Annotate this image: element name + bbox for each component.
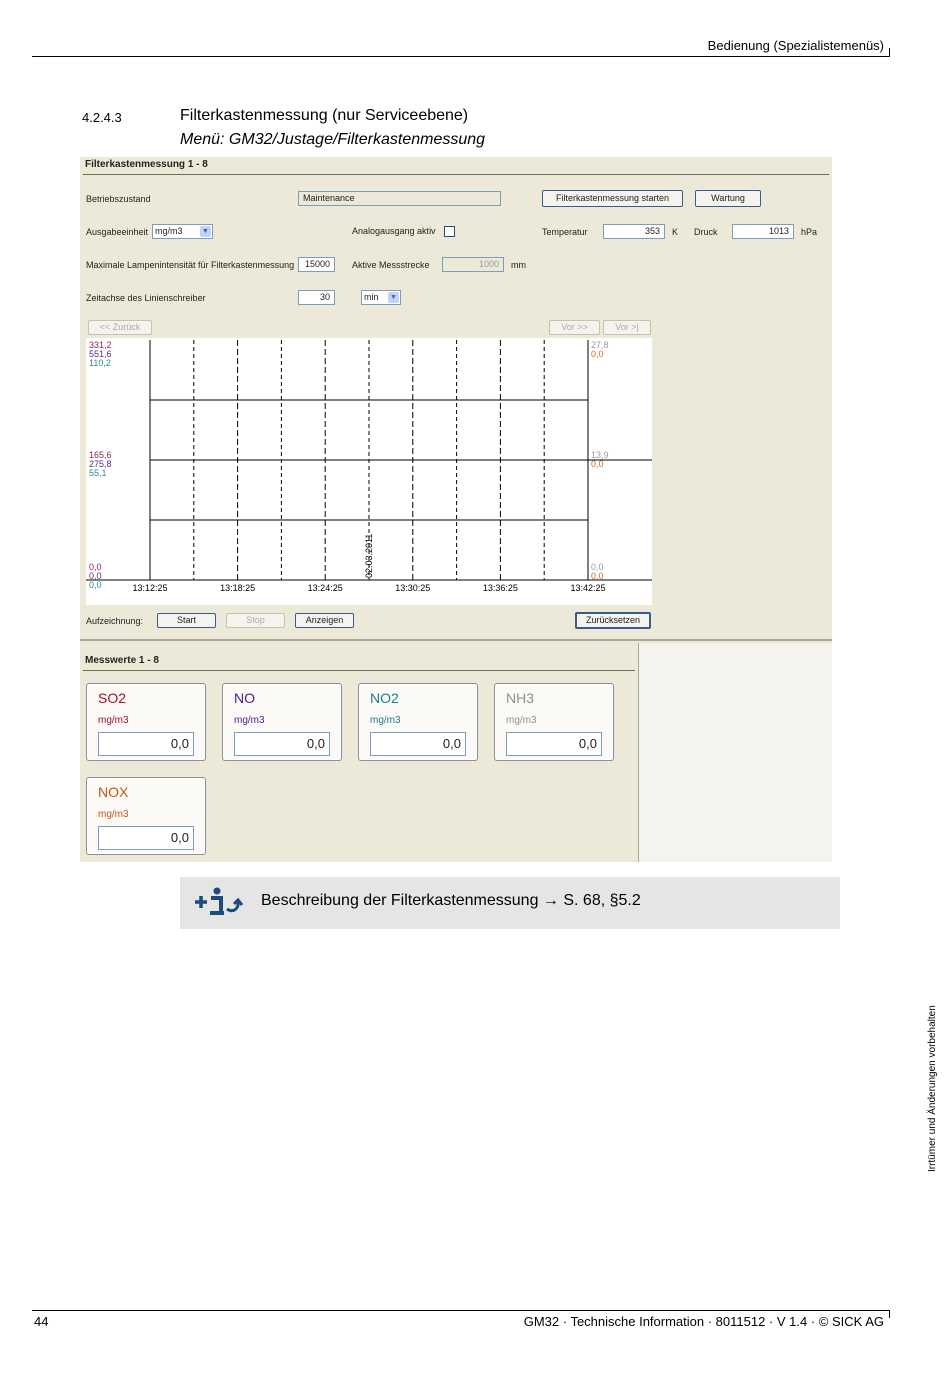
group-rule: [83, 174, 829, 175]
side-note: Irrtümer und Änderungen vorbehalten: [927, 1005, 938, 1172]
date-marker: 02.03.2011: [364, 533, 374, 578]
left-tick-label: 0,0: [89, 562, 102, 572]
zeitachse-unit-value: min: [364, 292, 379, 302]
betriebszustand-label: Betriebszustand: [86, 194, 151, 204]
tile-gas: NO2: [370, 690, 399, 706]
info-icon: [193, 885, 245, 919]
messwerte-rule: [83, 670, 635, 671]
menu-path: Menü: GM32/Justage/Filterkastenmessung: [180, 131, 486, 148]
footer-info: GM32 · Technische Information · 8011512 · V 1.4 · © SICK AG: [523, 1314, 884, 1329]
druck-field[interactable]: 1013: [732, 224, 794, 239]
messstrecke-label: Aktive Messstrecke: [352, 260, 430, 270]
record-stop-button[interactable]: Stop: [226, 613, 285, 628]
footer-rule: [32, 1310, 890, 1311]
tile-gas: SO2: [98, 690, 127, 706]
tile-so2: [86, 683, 206, 761]
chevron-down-icon: ▼: [200, 226, 211, 237]
tile-nh3: [494, 683, 614, 761]
vor-button[interactable]: Vor >>: [549, 320, 600, 335]
tile-gas: NOX: [98, 784, 129, 800]
left-tick-label: 0,0: [89, 580, 102, 590]
left-tick-label: 55,1: [89, 468, 107, 478]
header-rule: [32, 56, 890, 57]
x-tick-label: 13:30:25: [395, 583, 431, 593]
messwerte-title: Messwerte 1 - 8: [85, 655, 159, 666]
running-header: Bedienung (Spezialistemenüs): [707, 38, 884, 53]
zeitachse-label: Zeitachse des Linienschreiber: [86, 293, 206, 303]
tile-unit: mg/m3: [370, 715, 401, 726]
tile-unit: mg/m3: [506, 715, 537, 726]
left-tick-label: 551,6: [89, 349, 112, 359]
tile-unit: mg/m3: [98, 809, 129, 820]
tile-gas: NH3: [506, 690, 535, 706]
right-tick-label: 0,0: [591, 349, 604, 359]
wartung-button[interactable]: Wartung: [695, 190, 761, 207]
chevron-down-icon: ▼: [388, 292, 399, 303]
temperatur-field[interactable]: 353: [603, 224, 665, 239]
info-text: Beschreibung der Filterkastenmessung → S. 68, §5.2: [261, 892, 641, 909]
zurueck-button[interactable]: << Zurück: [88, 320, 152, 335]
group-filterkasten: [80, 157, 832, 641]
temperatur-label: Temperatur: [542, 227, 588, 237]
left-tick-label: 165,6: [89, 450, 112, 460]
analogausgang-checkbox[interactable]: [444, 226, 455, 237]
section-number: 4.2.4.3: [82, 110, 122, 125]
x-tick-label: 13:24:25: [307, 583, 343, 593]
tile-unit: mg/m3: [98, 715, 129, 726]
x-tick-label: 13:42:25: [570, 583, 606, 593]
tile-gas: NO: [234, 690, 255, 706]
messstrecke-unit: mm: [511, 260, 526, 270]
tile-value: 0,0: [98, 732, 194, 756]
tile-no2: [358, 683, 478, 761]
left-tick-label: 275,8: [89, 459, 112, 469]
temperatur-unit: K: [672, 227, 679, 237]
recorder-chart: [86, 338, 652, 605]
tile-value: 0,0: [98, 826, 194, 850]
filterkasten-screenshot: [80, 157, 832, 862]
header-rule-tick: [889, 48, 890, 56]
analogausgang-label: Analogausgang aktiv: [352, 226, 436, 236]
lampenintensitaet-label: Maximale Lampenintensität für Filterkastenmessung: [86, 260, 295, 270]
vor-end-button[interactable]: Vor >|: [603, 320, 651, 335]
right-tick-label: 27,8: [591, 340, 609, 350]
right-tick-label: 0,0: [591, 562, 604, 572]
ausgabeeinheit-select[interactable]: [152, 224, 213, 239]
record-start-button[interactable]: Start: [157, 613, 216, 628]
druck-label: Druck: [694, 227, 718, 237]
zeitachse-unit-select[interactable]: [361, 290, 401, 305]
record-anzeigen-button[interactable]: Anzeigen: [295, 613, 354, 628]
tile-value: 0,0: [234, 732, 330, 756]
tile-unit: mg/m3: [234, 715, 265, 726]
druck-unit: hPa: [801, 227, 818, 237]
zeitachse-field[interactable]: 30: [298, 290, 335, 305]
footer-rule-tick: [889, 1310, 890, 1318]
x-tick-label: 13:18:25: [220, 583, 256, 593]
line-recorder: [86, 319, 652, 605]
tile-value: 0,0: [370, 732, 466, 756]
right-tick-label: 0,0: [591, 571, 604, 581]
right-tick-label: 13,9: [591, 450, 609, 460]
tile-no: [222, 683, 342, 761]
ausgabeeinheit-label: Ausgabeeinheit: [86, 227, 149, 237]
zuruecksetzen-button[interactable]: Zurücksetzen: [575, 612, 651, 629]
page-number: 44: [34, 1314, 49, 1329]
x-tick-label: 13:12:25: [132, 583, 168, 593]
empty-area: [639, 643, 832, 862]
left-tick-label: 110,2: [89, 358, 111, 368]
aufzeichnung-label: Aufzeichnung:: [86, 616, 144, 626]
ausgabeeinheit-value: mg/m3: [155, 226, 183, 236]
tile-nox: [86, 777, 206, 855]
x-tick-label: 13:36:25: [482, 583, 518, 593]
messstrecke-field: 1000: [442, 257, 504, 272]
group-title: Filterkastenmessung 1 - 8: [85, 159, 208, 170]
left-tick-label: 0,0: [89, 571, 102, 581]
left-tick-label: 331,2: [89, 340, 112, 350]
group-messwerte: [80, 643, 639, 862]
lampenintensitaet-field[interactable]: 15000: [298, 257, 335, 272]
tile-value: 0,0: [506, 732, 602, 756]
betriebszustand-field: Maintenance: [298, 191, 501, 206]
filterkastenmessung-start-button[interactable]: Filterkastenmessung starten: [542, 190, 683, 207]
section-title: Filterkastenmessung (nur Serviceebene): [180, 107, 469, 124]
right-tick-label: 0,0: [591, 459, 604, 469]
